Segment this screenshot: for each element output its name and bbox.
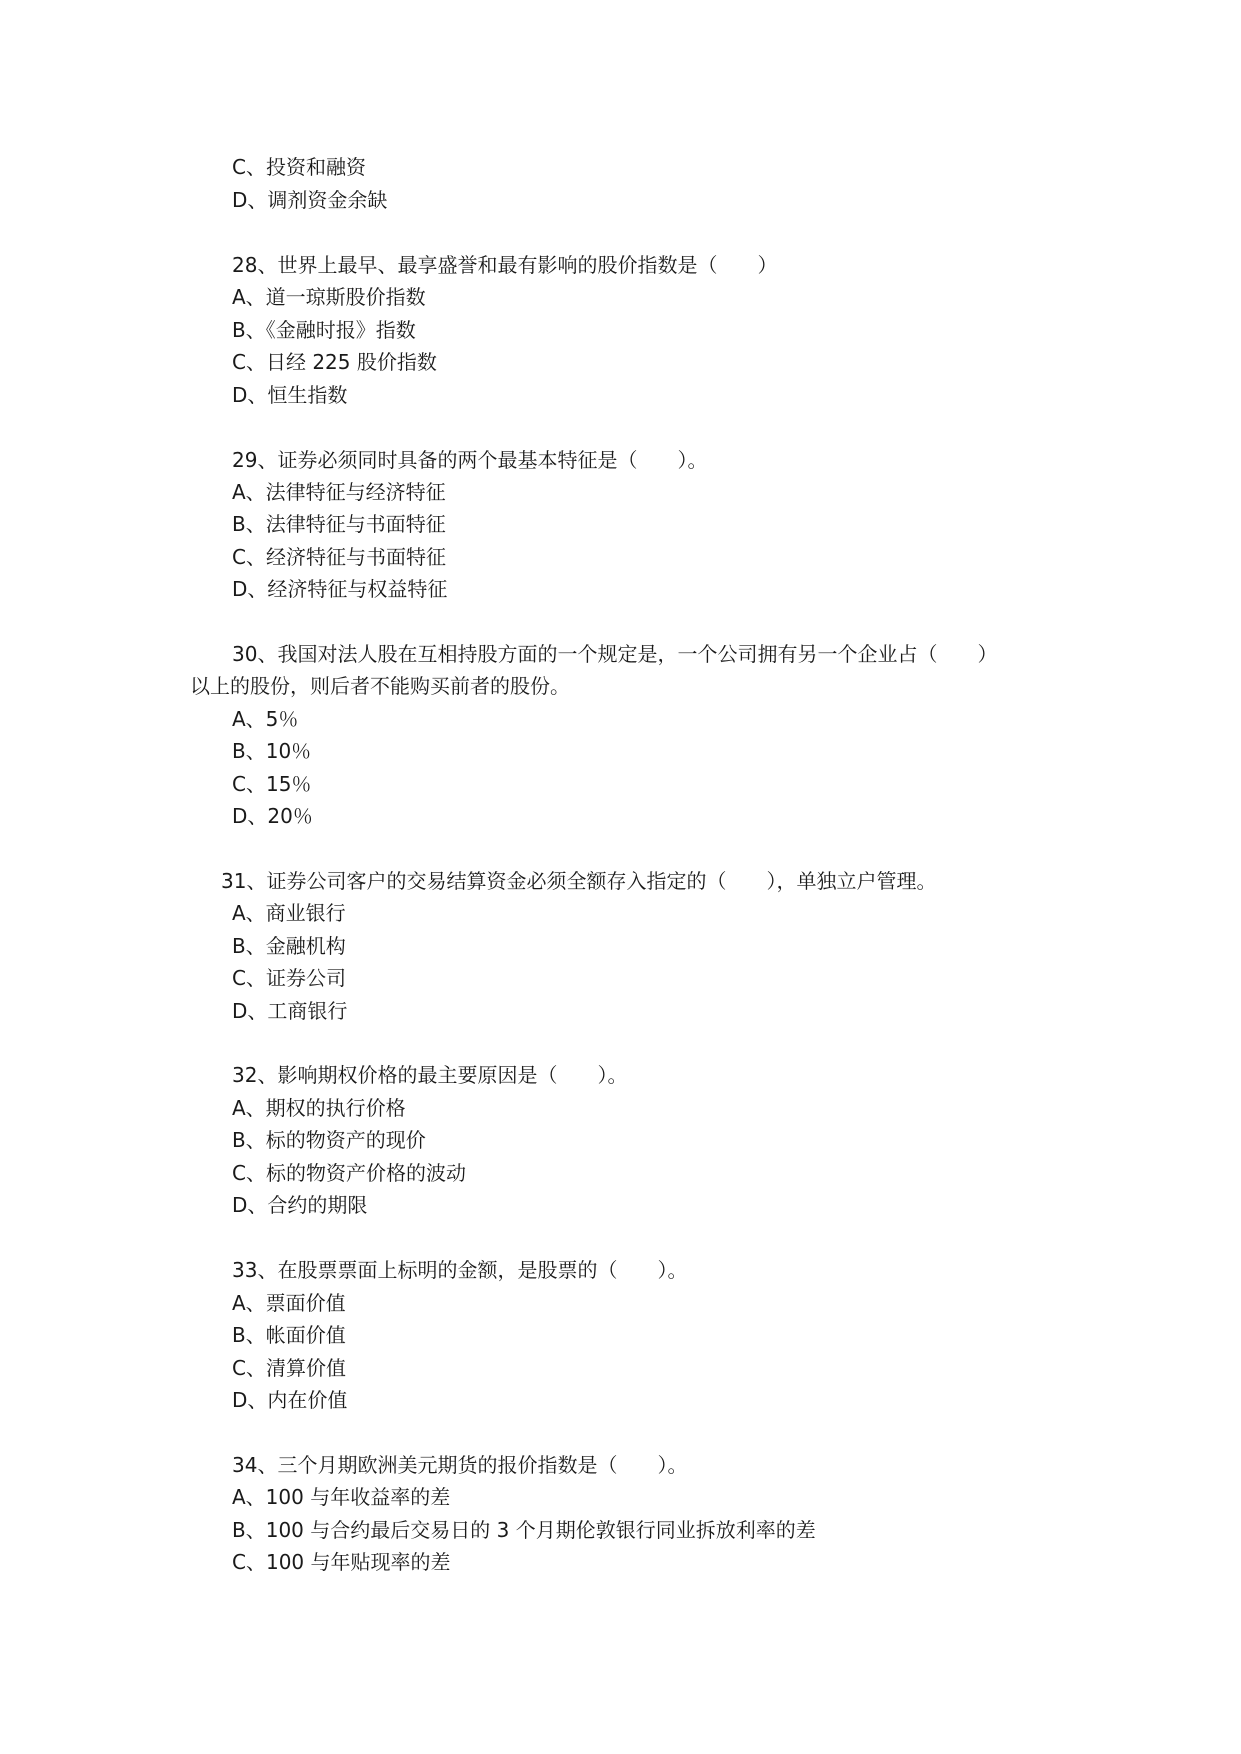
question-30: 30、我国对法人股在互相持股方面的一个规定是，一个公司拥有另一个企业占（ ）: [232, 642, 998, 666]
question-33: 33、在股票票面上标明的金额，是股票的（ ）。: [232, 1258, 688, 1282]
question-29: 29、证券必须同时具备的两个最基本特征是（ ）。: [232, 448, 708, 472]
q28-option-a: A、道一琼斯股价指数: [232, 285, 426, 309]
q32-option-d: D、合约的期限: [232, 1193, 368, 1217]
q28-option-d: D、恒生指数: [232, 383, 348, 407]
q33-option-b: B、帐面价值: [232, 1323, 346, 1347]
q28-option-c: C、日经 225 股价指数: [232, 350, 437, 374]
q31-option-c: C、证券公司: [232, 966, 346, 990]
question-30-continued: 以上的股份，则后者不能购买前者的股份。: [190, 674, 570, 698]
question-34: 34、三个月期欧洲美元期货的报价指数是（ ）。: [232, 1453, 688, 1477]
q29-option-a: A、法律特征与经济特征: [232, 480, 446, 504]
q33-option-a: A、票面价值: [232, 1291, 346, 1315]
q34-option-a: A、100 与年收益率的差: [232, 1485, 451, 1509]
q32-option-c: C、标的物资产价格的波动: [232, 1161, 466, 1185]
q30-option-b: B、10％: [232, 739, 312, 763]
q34-option-b: B、100 与合约最后交易日的 3 个月期伦敦银行同业拆放利率的差: [232, 1518, 816, 1542]
q33-option-c: C、清算价值: [232, 1356, 346, 1380]
question-32: 32、影响期权价格的最主要原因是（ ）。: [232, 1063, 628, 1087]
q33-option-d: D、内在价值: [232, 1388, 348, 1412]
q32-option-a: A、期权的执行价格: [232, 1096, 406, 1120]
q31-option-a: A、商业银行: [232, 901, 346, 925]
q27-option-d: D、调剂资金余缺: [232, 188, 388, 212]
q29-option-c: C、经济特征与书面特征: [232, 545, 446, 569]
q34-option-c: C、100 与年贴现率的差: [232, 1550, 451, 1574]
question-28: 28、世界上最早、最享盛誉和最有影响的股价指数是（ ）: [232, 253, 778, 277]
q31-option-d: D、工商银行: [232, 999, 348, 1023]
q29-option-b: B、法律特征与书面特征: [232, 512, 446, 536]
q28-option-b: B、《金融时报》指数: [232, 318, 416, 342]
q27-option-c: C、投资和融资: [232, 155, 366, 179]
q32-option-b: B、标的物资产的现价: [232, 1128, 426, 1152]
q29-option-d: D、经济特征与权益特征: [232, 577, 448, 601]
q30-option-a: A、5％: [232, 707, 299, 731]
question-31: 31、证券公司客户的交易结算资金必须全额存入指定的（ ），单独立户管理。: [221, 869, 937, 893]
q31-option-b: B、金融机构: [232, 934, 346, 958]
q30-option-d: D、20％: [232, 804, 313, 828]
q30-option-c: C、15％: [232, 772, 312, 796]
